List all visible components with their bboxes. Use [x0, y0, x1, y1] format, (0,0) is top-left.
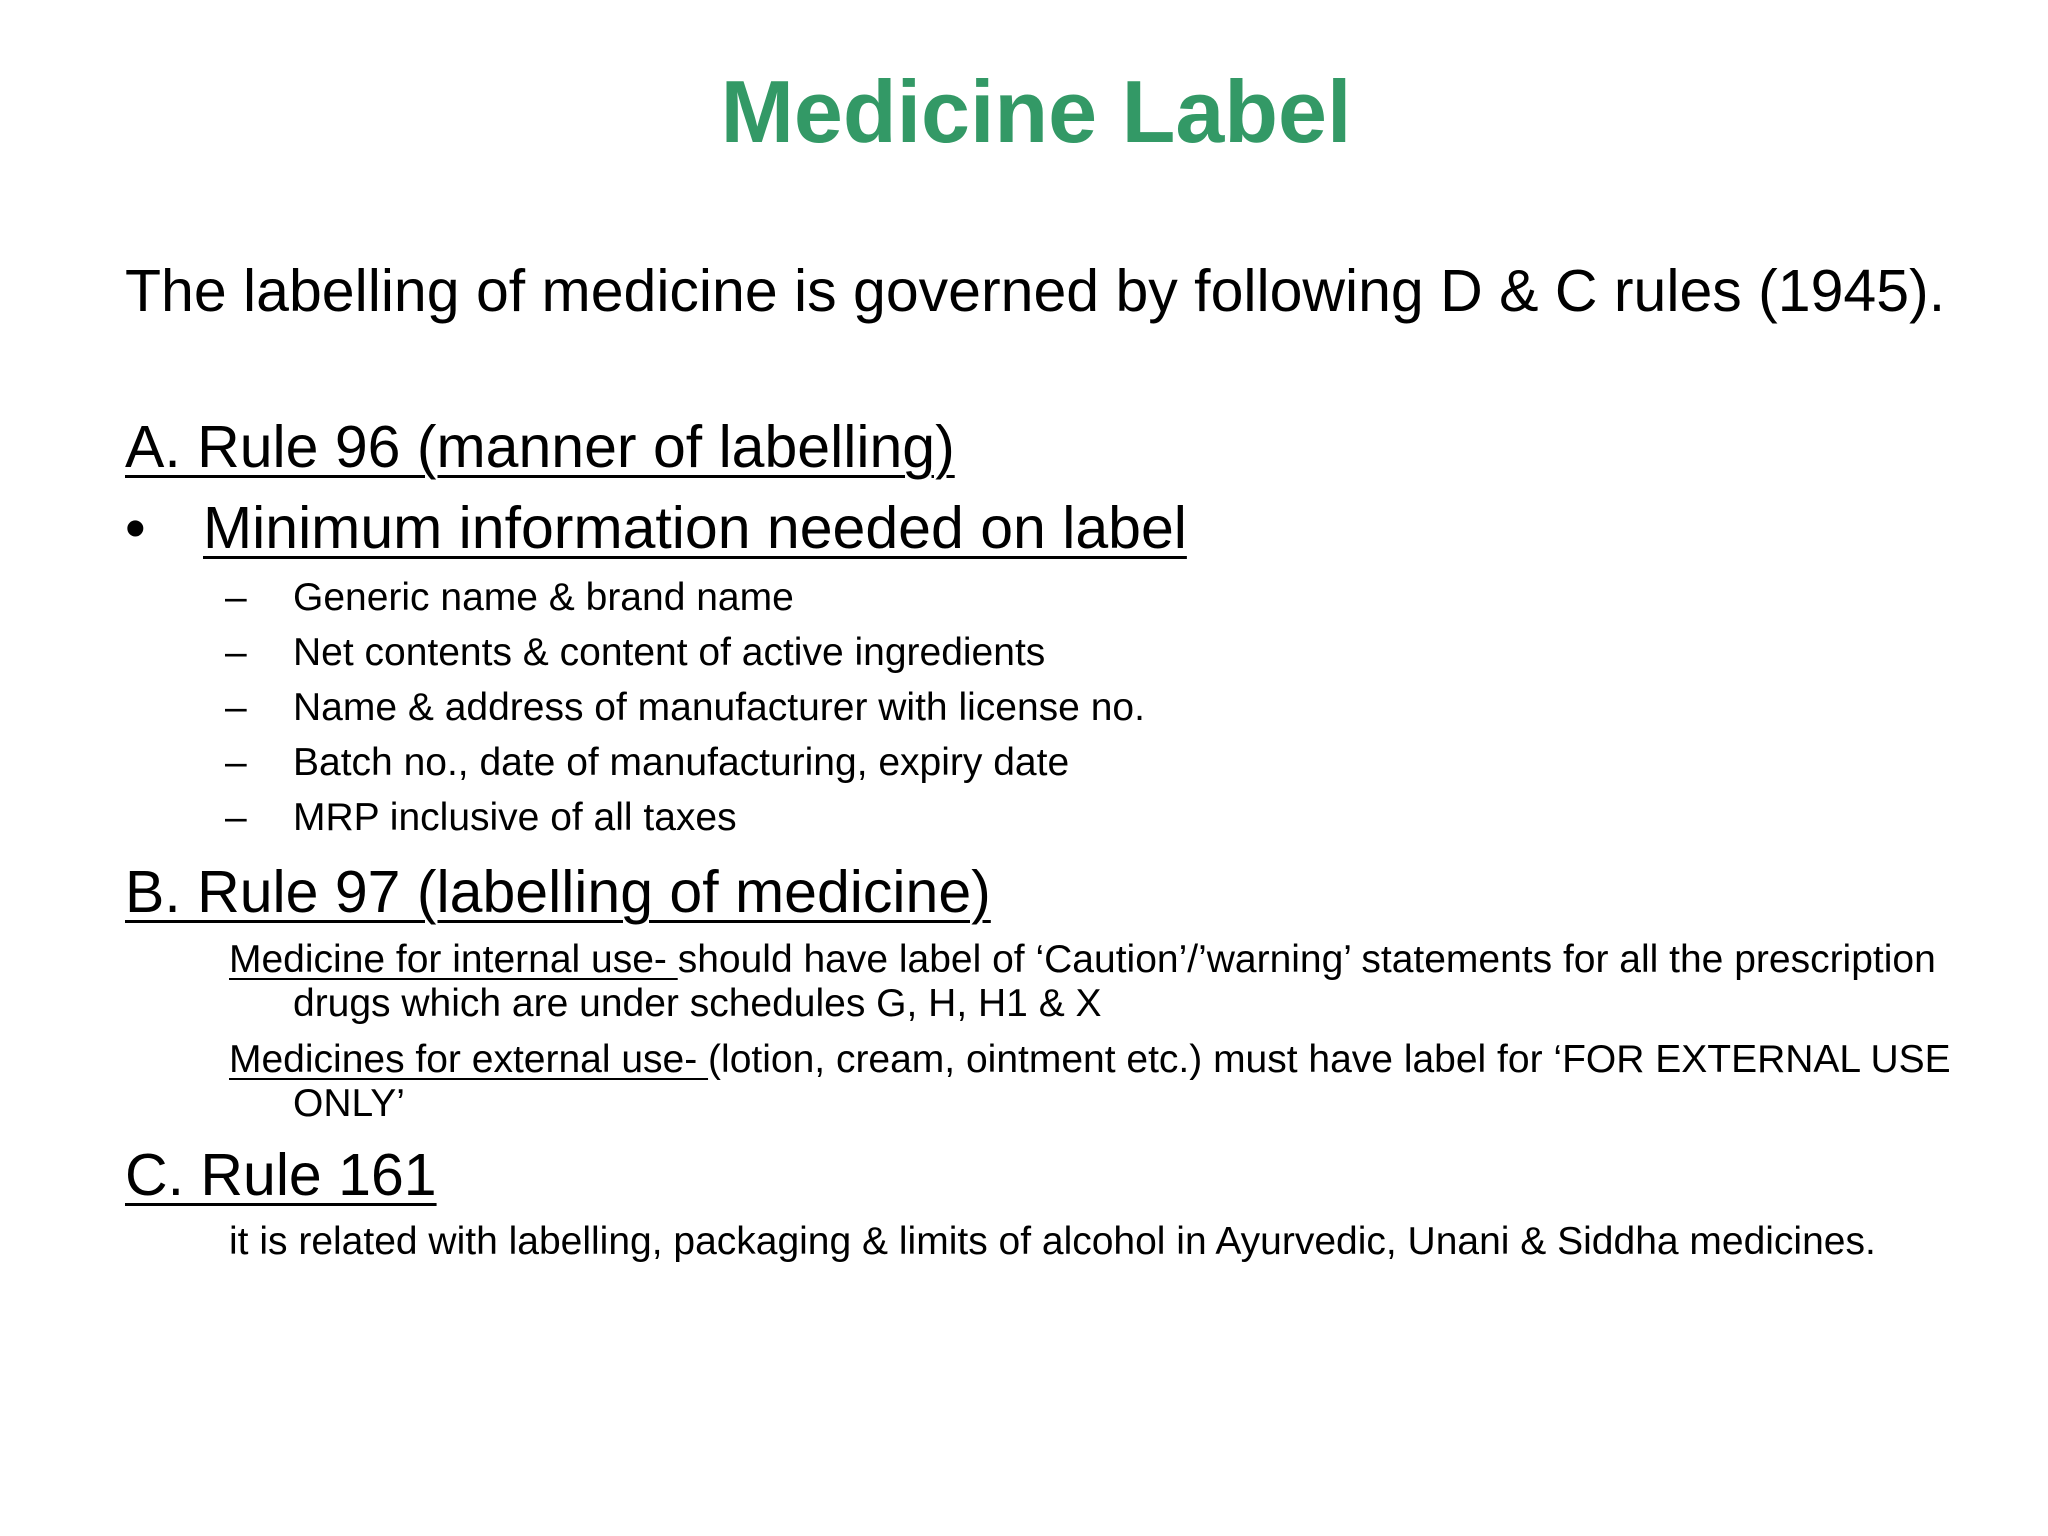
slide-title: Medicine Label	[720, 62, 1352, 161]
external-use-label: Medicines for external use-	[229, 1038, 709, 1081]
internal-use-label: Medicine for internal use-	[229, 938, 678, 981]
minimum-info-label: Minimum information needed on label	[203, 495, 1187, 561]
list-item	[225, 680, 1725, 735]
dash-marker: –	[225, 576, 247, 619]
list-item-text: Batch no., date of manufacturing, expiry date	[293, 741, 1070, 784]
external-use-paragraph	[229, 1038, 1993, 1126]
bullet-marker: •	[125, 495, 146, 561]
rule-161-heading: C. Rule 161	[125, 1142, 437, 1208]
internal-use-text: should have label of ‘Caution’/’warning’ statements for all the prescription drugs which are under schedules G, H, H1 & X	[293, 938, 1936, 1025]
list-item-text: Generic name & brand name	[293, 576, 794, 619]
rule-97-heading: B. Rule 97 (labelling of medicine)	[125, 859, 991, 925]
rule-161-text: it is related with labelling, packaging & limits of alcohol in Ayurvedic, Unani & Siddha medicines.	[229, 1220, 1876, 1263]
list-item-text: MRP inclusive of all taxes	[293, 796, 737, 839]
list-item	[225, 735, 1725, 790]
list-item-text: Net contents & content of active ingredients	[293, 631, 1046, 674]
list-item	[225, 570, 1725, 625]
dash-marker: –	[225, 796, 247, 839]
label-requirements-list	[225, 570, 1725, 845]
dash-marker: –	[225, 686, 247, 729]
dash-marker: –	[225, 741, 247, 784]
rule-96-heading: A. Rule 96 (manner of labelling)	[125, 414, 955, 480]
internal-use-paragraph	[229, 938, 1993, 1026]
list-item-text: Name & address of manufacturer with license no.	[293, 686, 1145, 729]
external-use-text: (lotion, cream, ointment etc.) must have label for ‘FOR EXTERNAL USE ONLY’	[293, 1038, 1951, 1125]
dash-marker: –	[225, 631, 247, 674]
list-item	[225, 625, 1725, 680]
intro-text: The labelling of medicine is governed by following D & C rules (1945).	[125, 258, 1946, 324]
list-item	[225, 790, 1725, 845]
